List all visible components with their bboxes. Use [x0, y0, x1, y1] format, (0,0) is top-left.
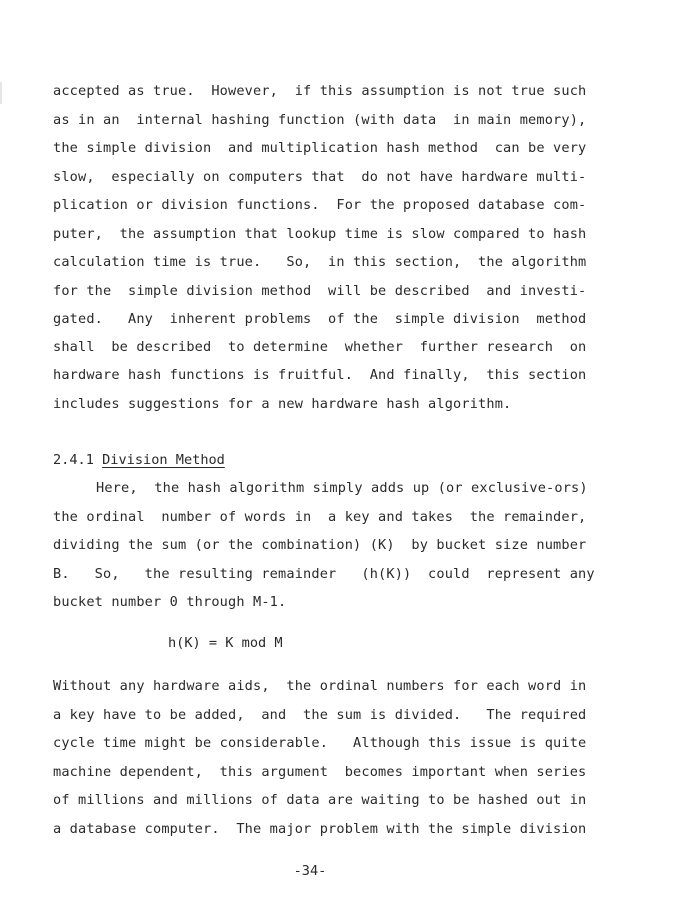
- paragraph1-line: the simple division and multiplication hash method can be very: [53, 140, 587, 156]
- section-heading: [53, 451, 225, 469]
- paragraph3-line: cycle time might be considerable. Although this issue is quite: [53, 735, 587, 751]
- paragraph1-line: calculation time is true. So, in this section, the algorithm: [53, 254, 587, 270]
- paragraph2-line: B. So, the resulting remainder (h(K)) could represent any: [53, 566, 595, 582]
- paragraph1-line: for the simple division method will be described and investi-: [53, 283, 587, 299]
- paragraph2-line: dividing the sum (or the combination) (K) by bucket size number: [53, 537, 587, 553]
- scan-artifact: [0, 82, 2, 104]
- paragraph3-line: of millions and millions of data are waiting to be hashed out in: [53, 792, 587, 808]
- paragraph1-line: includes suggestions for a new hardware hash algorithm.: [53, 396, 512, 412]
- paragraph2-line: the ordinal number of words in a key and takes the remainder,: [53, 509, 587, 525]
- paragraph1-line: as in an internal hashing function (with data in main memory),: [53, 112, 587, 128]
- paragraph1-line: puter, the assumption that lookup time is slow compared to hash: [53, 226, 587, 242]
- paragraph3-line: machine dependent, this argument becomes important when series: [53, 764, 587, 780]
- paragraph3-line: a database computer. The major problem with the simple division: [53, 821, 587, 837]
- equation: h(K) = K mod M: [168, 635, 283, 651]
- paragraph1-line: accepted as true. However, if this assumption is not true such: [53, 83, 587, 99]
- paragraph1-line: plication or division functions. For the proposed database com-: [53, 197, 587, 213]
- paragraph1-line: shall be described to determine whether further research on: [53, 339, 587, 355]
- paragraph1-line: gated. Any inherent problems of the simple division method: [53, 311, 587, 327]
- section-title: Division Method: [102, 452, 225, 468]
- paragraph1-line: slow, especially on computers that do not have hardware multi-: [53, 169, 587, 185]
- paragraph2-line: bucket number 0 through M-1.: [53, 594, 287, 610]
- paragraph3-line: a key have to be added, and the sum is divided. The required: [53, 707, 587, 723]
- paragraph3-line: Without any hardware aids, the ordinal numbers for each word in: [53, 678, 587, 694]
- paragraph1-line: hardware hash functions is fruitful. And finally, this section: [53, 367, 587, 383]
- section-number: 2.4.1: [53, 452, 94, 468]
- page-number: -34-: [293, 863, 327, 879]
- paragraph2-line: Here, the hash algorithm simply adds up (or exclusive-ors): [96, 480, 588, 496]
